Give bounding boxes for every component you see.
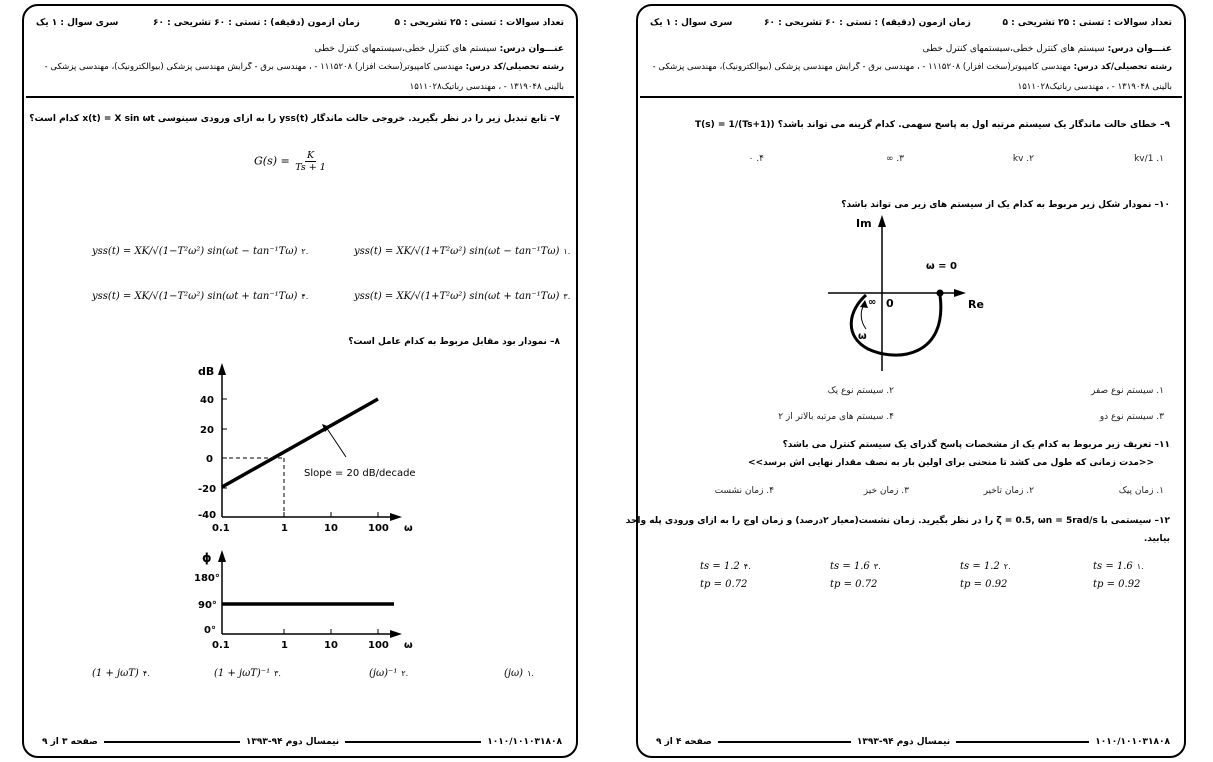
q8-option-1-text: (jω) (504, 668, 524, 679)
header-row-field (36, 62, 564, 72)
q10-option-2: ۲. سیستم نوع یک (827, 386, 894, 396)
question-7: ۷– تابع تبدیل زیر را در نظر بگیرید. خروجی حالت ماندگار yss(t) را به ازای ورودی سینوسی x(t) = X sin ωt کدام است؟ (29, 114, 560, 124)
q11-option-1: ۱. زمان پیک (1118, 486, 1164, 496)
q10-option-3: ۳. سیستم نوع دو (1099, 412, 1164, 422)
exam-time: زمان آزمون (دقیقه) : تستی : ۶۰ تشریحی : ۶۰ (764, 18, 971, 28)
question-count: تعداد سوالات : تستی : ۲۵ تشریحی : ۵ (1002, 18, 1172, 28)
q8-option-4 (92, 668, 150, 679)
nyquist-re-label: Re (968, 298, 984, 311)
q7-option-2-number: ۲. (301, 247, 309, 256)
bode-phase-xtick-100: 100 (368, 640, 389, 651)
q7-option-3-text: yss(t) = XK/√(1+T²ω²) sin(ωt + tan⁻¹Tω) (354, 291, 560, 302)
q7-transfer-function: G(s) = $\frac{K}{Ts + 1}$ (254, 150, 326, 173)
q7-option-4-number: ۴. (301, 292, 309, 301)
header-row-field-cont (36, 82, 564, 92)
exam-page-left (22, 0, 578, 762)
question-9: ۹– خطای حالت ماندگار یک سیستم مرتبه اول به پاسخ سهمی. کدام گزینه می تواند باشد؟ (T(s) = 1/(Ts+1) (695, 120, 1170, 130)
q7-option-2 (92, 246, 308, 257)
page-footer (656, 736, 1170, 748)
bode-mag-xtick-0.1: 0.1 (212, 523, 230, 534)
header-row-field-cont (650, 82, 1172, 92)
q7-option-3-number: ۳. (563, 292, 571, 301)
q10-option-4: ۴. سیستم های مرتبه بالاتر از ۲ (778, 412, 894, 422)
bode-mag-ytick-m20: -20 (198, 484, 217, 495)
bode-mag-xtick-10: 10 (324, 523, 338, 534)
q7-option-1-number: ۱. (563, 247, 571, 256)
q12-option-4 (700, 558, 751, 594)
field-label: رشته تحصیلی/کد درس: (465, 62, 564, 72)
q12-option-2-number: ۲. (1003, 562, 1011, 571)
header-row-counts (650, 18, 1172, 28)
bode-mag-ylabel: dB (198, 365, 215, 378)
header-row-course (650, 44, 1172, 54)
bode-mag-ytick-20: 20 (200, 425, 214, 436)
footer-semester: نیمسال دوم ۹۴-۱۳۹۳ (245, 737, 340, 747)
header-row-field (650, 62, 1172, 72)
bode-phase-xtick-0.1: 0.1 (212, 640, 230, 651)
q11-option-4: ۴. زمان نشست (714, 486, 774, 496)
question-10: ۱۰– نمودار شکل زیر مربوط به کدام یک از سیستم های زیر می تواند باشد؟ (841, 200, 1170, 210)
field-title-cont: بالینی ۱۳۱۹۰۴۸ - ، مهندسی رباتیک۱۵۱۱۰۲۸ (409, 82, 564, 92)
field-label: رشته تحصیلی/کد درس: (1073, 62, 1172, 72)
question-series: سری سوال : ۱ یک (650, 18, 733, 28)
q12-option-4-tp: tp = 0.72 (700, 579, 748, 590)
page-footer (42, 736, 562, 748)
q8-option-1-number: ۱. (527, 669, 534, 678)
q9-option-4: ۴. ۰ (748, 154, 764, 164)
nyquist-omega-zero-label: ω = 0 (926, 261, 957, 272)
bode-phase-plot (194, 548, 424, 653)
header-row-course (36, 44, 564, 54)
field-title: مهندسی کامپیوتر(سخت افزار) ۱۱۱۵۲۰۸ - ، مهندسی برق - گرایش مهندسی پزشکی (بیوالکترونیک)، مهندسی پزشکی - (652, 62, 1071, 72)
q9-option-3: ۳. ∞ (885, 154, 904, 164)
footer-code: ۱۰۱۰/۱۰۱۰۳۱۸۰۸ (1095, 737, 1170, 747)
q12-option-3 (830, 558, 881, 594)
q8-option-2-number: ۲. (401, 669, 409, 678)
q7-option-4 (92, 291, 308, 302)
page-header (640, 8, 1182, 98)
bode-slope-annotation: Slope = 20 dB/decade (304, 468, 416, 479)
header-row-counts (36, 18, 564, 28)
page-frame (22, 4, 578, 758)
q9-option-2: ۲. kv (1012, 154, 1034, 164)
bode-mag-ytick-m40: -40 (198, 510, 217, 521)
q12-option-1 (1093, 558, 1144, 594)
bode-phase-xlabel: ω (404, 640, 413, 651)
question-12-cont: بیابید. (1143, 534, 1170, 544)
bode-phase-xtick-1: 1 (281, 640, 288, 651)
question-count: تعداد سوالات : تستی : ۲۵ تشریحی : ۵ (394, 18, 564, 28)
footer-code: ۱۰۱۰/۱۰۱۰۳۱۸۰۸ (487, 737, 562, 747)
bode-mag-ytick-0: 0 (206, 454, 213, 465)
q7-option-1 (354, 246, 570, 257)
q12-option-1-number: ۱. (1136, 562, 1144, 571)
q7-option-2-text: yss(t) = XK/√(1−T²ω²) sin(ωt − tan⁻¹Tω) (92, 246, 298, 257)
question-series: سری سوال : ۱ یک (36, 18, 119, 28)
q11-option-2: ۲. زمان تاخیر (983, 486, 1034, 496)
bode-phase-ytick-180: 180° (194, 573, 220, 584)
q7-option-3 (354, 291, 570, 302)
course-label: عنـــوان درس: (1107, 44, 1172, 54)
q12-option-2-ts: ts = 1.2 (960, 561, 1000, 572)
field-title: مهندسی کامپیوتر(سخت افزار) ۱۱۱۵۲۰۸ - ، مهندسی برق - گرایش مهندسی پزشکی (بیوالکترونیک)، مهندسی پزشکی - (44, 62, 463, 72)
bode-magnitude-plot (194, 361, 424, 536)
q12-option-4-number: ۴. (743, 562, 751, 571)
bode-phase-ytick-90: 90° (198, 600, 217, 611)
bode-phase-ylabel: ϕ (202, 551, 212, 565)
nyquist-inf-label: ∞ (868, 297, 877, 308)
q8-option-3-text: (1 + jωT)⁻¹ (214, 668, 271, 679)
q12-option-3-ts: ts = 1.6 (830, 561, 870, 572)
q8-option-4-number: ۴. (142, 669, 150, 678)
bode-mag-ytick-40: 40 (200, 395, 214, 406)
nyquist-plot (808, 211, 1008, 371)
q12-option-4-ts: ts = 1.2 (700, 561, 740, 572)
page-header (26, 8, 574, 98)
q12-option-2-tp: tp = 0.92 (960, 579, 1008, 590)
q8-option-1 (504, 668, 534, 679)
bode-phase-xtick-10: 10 (324, 640, 338, 651)
bode-mag-xtick-1: 1 (281, 523, 288, 534)
q12-option-1-tp: tp = 0.92 (1093, 579, 1141, 590)
q8-option-2-text: (jω)⁻¹ (369, 668, 398, 679)
question-11: ۱۱– تعریف زیر مربوط به کدام یک از مشخصات پاسخ گذرای یک سیستم کنترل می باشد؟ (782, 440, 1170, 450)
q12-option-1-ts: ts = 1.6 (1093, 561, 1133, 572)
exam-page-right (625, 0, 1186, 762)
question-8: ۸– نمودار بود مقابل مربوط به کدام عامل است؟ (348, 337, 560, 347)
exam-time: زمان آزمون (دقیقه) : تستی : ۶۰ تشریحی : ۶۰ (153, 18, 360, 28)
q12-option-3-number: ۳. (873, 562, 881, 571)
q8-option-3 (214, 668, 281, 679)
q9-option-1: ۱. 1/kv (1134, 154, 1164, 164)
field-title-cont: بالینی ۱۳۱۹۰۴۸ - ، مهندسی رباتیک۱۵۱۱۰۲۸ (1017, 82, 1172, 92)
nyquist-origin-label: 0 (886, 297, 894, 310)
bode-mag-xtick-100: 100 (368, 523, 389, 534)
footer-page-number: صفحه ۳ از ۹ (41, 737, 98, 747)
q11-definition: <<مدت زمانی که طول می کشد تا منحنی برای اولین بار به نصف مقدار نهایی اش برسد>> (747, 458, 1154, 468)
question-12: ۱۲– سیستمی با ζ = 0.5, ωn = 5rad/s را در نظر بگیرید. زمان نشست(معیار ۲درصد) و زمان اوج را به ازای ورودی پله واحد (625, 516, 1170, 526)
footer-semester: نیمسال دوم ۹۴-۱۳۹۳ (856, 737, 951, 747)
q8-option-3-number: ۳. (274, 669, 281, 678)
q7-option-4-text: yss(t) = XK/√(1−T²ω²) sin(ωt + tan⁻¹Tω) (92, 291, 298, 302)
q11-option-3: ۳. زمان خیز (863, 486, 909, 496)
course-label: عنـــوان درس: (499, 44, 564, 54)
nyquist-im-label: Im (856, 217, 872, 230)
q8-option-2 (369, 668, 408, 679)
bode-mag-xlabel: ω (404, 523, 413, 534)
nyquist-omega-label: ω (858, 331, 867, 342)
course-title: سیستم های کنترل خطی،سیستمهای کنترل خطی (314, 44, 497, 54)
q7-option-1-text: yss(t) = XK/√(1+T²ω²) sin(ωt − tan⁻¹Tω) (354, 246, 560, 257)
q8-option-4-text: (1 + jωT) (92, 668, 139, 679)
page-frame (625, 4, 1186, 758)
bode-phase-ytick-0: 0° (204, 625, 216, 636)
q10-option-1: ۱. سیستم نوع صفر (1091, 386, 1164, 396)
q12-option-2 (960, 558, 1011, 594)
footer-page-number: صفحه ۴ از ۹ (655, 737, 712, 747)
course-title: سیستم های کنترل خطی،سیستمهای کنترل خطی (922, 44, 1105, 54)
q12-option-3-tp: tp = 0.72 (830, 579, 878, 590)
